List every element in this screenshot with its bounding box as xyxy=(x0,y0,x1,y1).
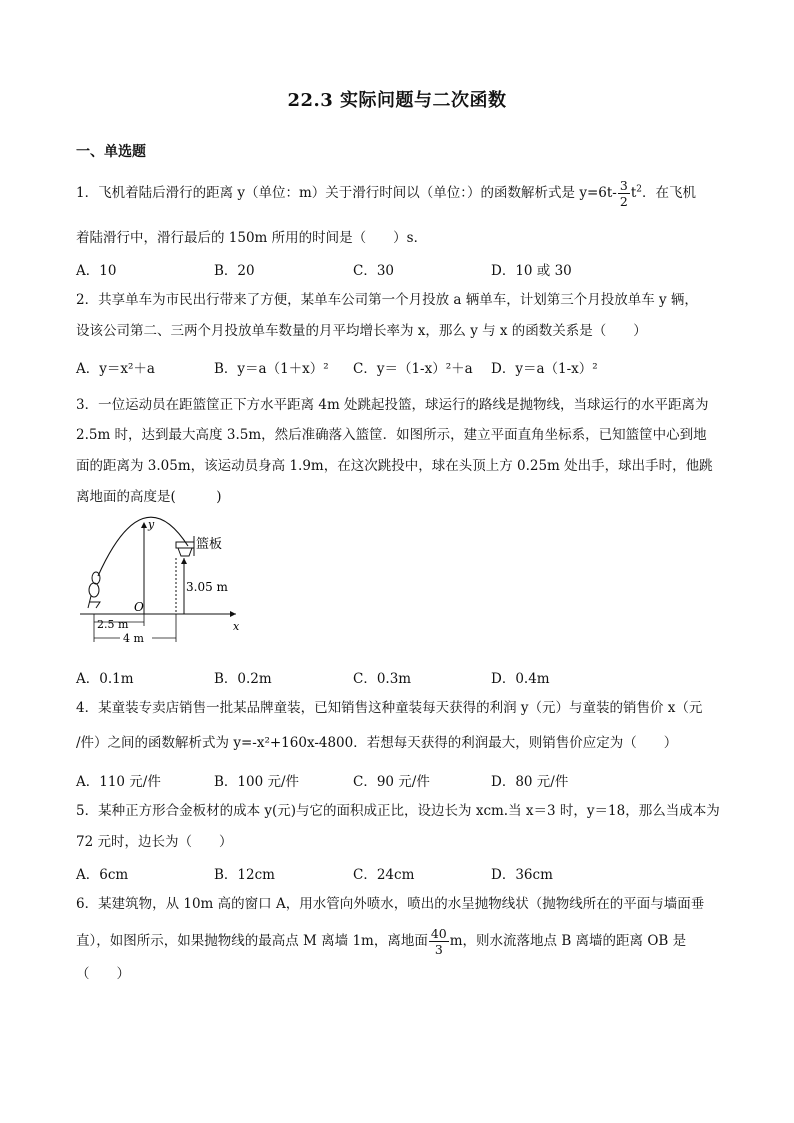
q1-option-a[interactable]: A．10 xyxy=(76,263,117,279)
q2-line-1: 2．共享单车为市民出行带来了方便，某单车公司第一个月投放 a 辆单车，计划第三个月投放单车 y 辆， xyxy=(76,292,698,308)
q5-line-1: 5．某种正方形合金板材的成本 y(元)与它的面积成正比，设边长为 xcm.当 x＝3 时，y＝18，那么当成本为 xyxy=(76,803,720,819)
x-axis-arrow xyxy=(230,611,236,617)
q6-line-2 xyxy=(76,926,686,957)
q1-option-c[interactable]: C．30 xyxy=(353,263,395,279)
q2-option-b[interactable]: B．y＝a（1＋x）² xyxy=(214,361,329,377)
q6-text-a: 直），如图所示，如果抛物线的最高点 M 离墙 1m，离地面 xyxy=(76,933,428,949)
q3-line-2: 2.5m 时，达到最大高度 3.5m，然后准确落入篮筐．如图所示，建立平面直角坐标系，已知篮筐中心到地 xyxy=(76,427,707,443)
q3-option-b[interactable]: B．0.2m xyxy=(214,671,272,687)
q1-line-2: 着陆滑行中，滑行最后的 150m 所用的时间是（ ）s． xyxy=(76,230,428,246)
height-label: 3.05 m xyxy=(186,580,228,594)
q1-fraction xyxy=(618,178,630,209)
q4-option-a[interactable]: A．110 元/件 xyxy=(76,774,161,790)
backboard-rim-icon xyxy=(176,542,194,548)
q2-line-2: 设该公司第二、三两个月投放单车数量的月平均增长率为 x，那么 y 与 x 的函数关系是（ ） xyxy=(76,323,647,339)
height-arrow-icon xyxy=(181,558,187,564)
q6-line-1: 6．某建筑物，从 10m 高的窗口 A，用水管向外喷水，喷出的水呈抛物线状（抛物线所在的平面与墙面垂 xyxy=(76,896,705,912)
q2-option-d[interactable]: D．y＝a（1-x）² xyxy=(491,361,598,377)
page-title: 22.3 实际问题与二次函数 xyxy=(287,90,507,111)
q4-options xyxy=(76,770,726,790)
section-heading: 一、单选题 xyxy=(76,144,146,160)
backboard-label: 篮板 xyxy=(196,537,223,552)
x-axis-label: x xyxy=(233,620,240,633)
q3-options xyxy=(76,667,726,687)
q2-option-a[interactable]: A．y＝x²＋a xyxy=(76,361,155,377)
q4-option-b[interactable]: B．100 元/件 xyxy=(214,774,300,790)
q1-text-c: ．在飞机 xyxy=(642,185,696,201)
q2-options xyxy=(76,357,726,377)
origin-label: O xyxy=(134,600,144,614)
q5-option-b[interactable]: B．12cm xyxy=(214,867,275,883)
q1-superscript: 2 xyxy=(636,184,642,195)
player-body-icon xyxy=(89,583,99,597)
q6-frac-den: 3 xyxy=(434,942,443,957)
q1-frac-num: 3 xyxy=(619,178,628,193)
q1-text-a: 1．飞机着陆后滑行的距离 y（单位：m）关于滑行时间以（单位：）的函数解析式是 y=6t- xyxy=(76,185,617,201)
q5-option-a[interactable]: A．6cm xyxy=(76,867,129,883)
dist-2-5-label: 2.5 m xyxy=(97,618,129,631)
q6-line-3: （ ） xyxy=(76,966,130,982)
q1-line-1 xyxy=(76,178,696,209)
q5-options xyxy=(76,863,726,883)
q3-option-d[interactable]: D．0.4m xyxy=(491,671,550,687)
q4-option-d[interactable]: D．80 元/件 xyxy=(491,774,569,790)
q1-option-d[interactable]: D．10 或 30 xyxy=(491,263,572,279)
q1-options xyxy=(76,259,726,279)
player-legs-icon xyxy=(88,596,100,608)
basket-net-icon xyxy=(178,548,192,556)
q5-option-d[interactable]: D．36cm xyxy=(491,867,553,883)
q1-option-b[interactable]: B．20 xyxy=(214,263,255,279)
q4-option-c[interactable]: C．90 元/件 xyxy=(353,774,430,790)
player-head-icon xyxy=(92,572,100,584)
q3-line-3: 面的距离为 3.05m，该运动员身高 1.9m，在这次跳投中，球在头顶上方 0.25m 处出手，球出手时，他跳 xyxy=(76,458,713,474)
basketball-figure xyxy=(76,516,251,646)
q6-frac-num: 40 xyxy=(430,926,447,941)
q5-option-c[interactable]: C．24cm xyxy=(353,867,415,883)
q2-option-c[interactable]: C．y＝（1-x）²＋a xyxy=(353,361,473,377)
q4-line-2: /件）之间的函数解析式为 y=-x²+160x-4800．若想每天获得的利润最大，则销售价应定为（ ） xyxy=(76,735,678,751)
q3-line-1: 3．一位运动员在距篮筐正下方水平距离 4m 处跳起投篮，球运行的路线是抛物线，当球运行的水平距离为 xyxy=(76,397,709,413)
q5-line-2: 72 元时，边长为（ ） xyxy=(76,834,233,850)
q4-line-1: 4．某童装专卖店销售一批某品牌童装，已知销售这种童装每天获得的利润 y（元）与童装的销售价 x（元 xyxy=(76,700,703,716)
q6-text-b: m，则水流落地点 B 离墙的距离 OB 是 xyxy=(449,933,687,949)
y-axis-label: y xyxy=(148,518,155,531)
q6-fraction xyxy=(429,926,449,957)
q3-line-4: 离地面的高度是( ) xyxy=(76,489,222,505)
y-axis-arrow xyxy=(141,522,147,528)
q3-option-a[interactable]: A．0.1m xyxy=(76,671,134,687)
q1-text-b: t xyxy=(630,185,637,201)
q1-frac-den: 2 xyxy=(619,194,628,209)
dist-4-label: 4 m xyxy=(123,632,144,645)
q3-option-c[interactable]: C．0.3m xyxy=(353,671,412,687)
